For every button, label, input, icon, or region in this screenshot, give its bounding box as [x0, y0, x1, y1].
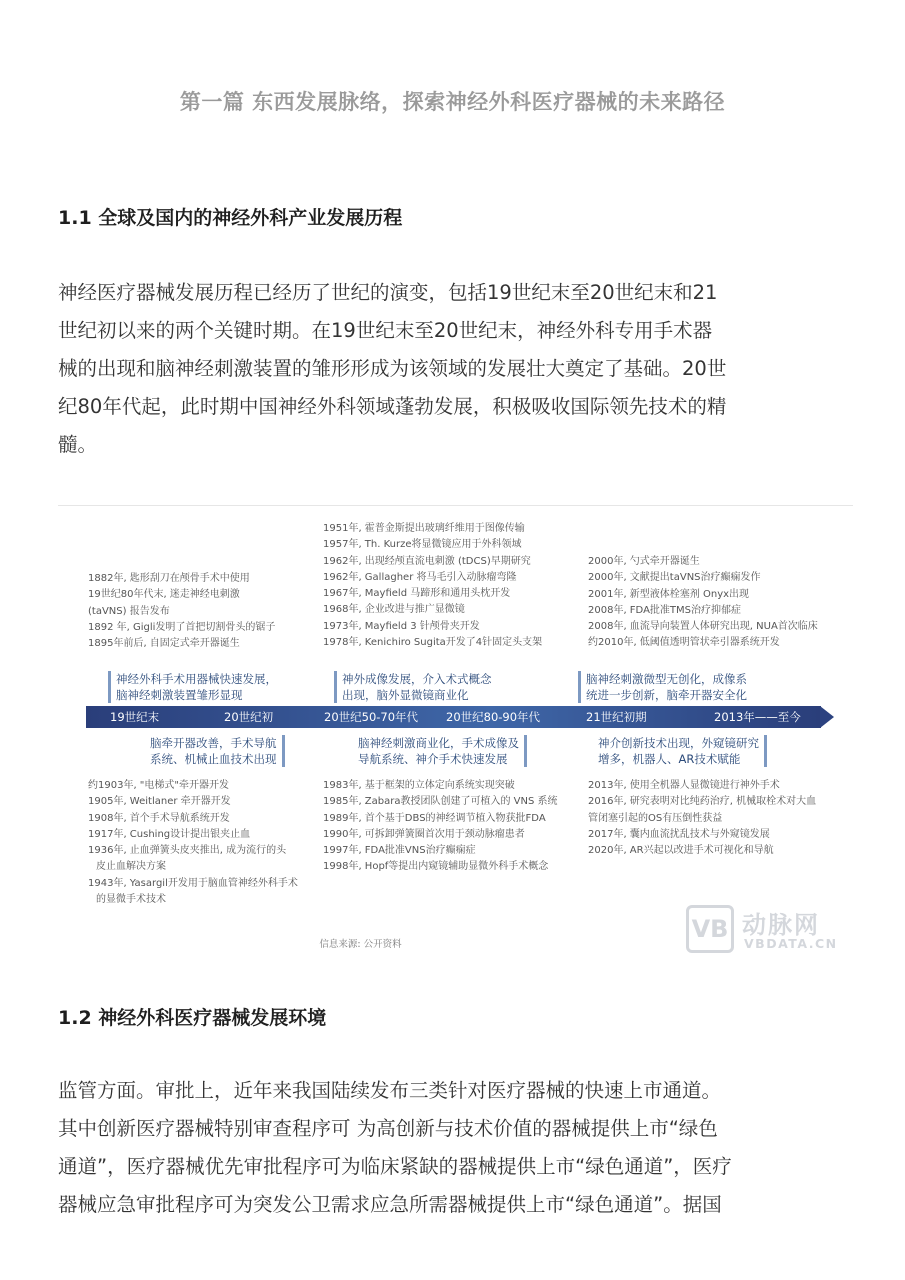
event-item: 1908年, 首个手术导航系统开发 — [88, 812, 230, 824]
event-item: 1998年, Hopf等提出内窥镜辅助显微外科手术概念 — [323, 861, 549, 873]
event-item: 1968年, 企业改进与推广显微镜 — [323, 604, 465, 616]
timeline-label: 19世纪末 — [110, 710, 160, 724]
event-item: 1985年, Zabara教授团队创建了可植入的 VNS 系统 — [323, 796, 558, 808]
event-item: 2020年, AR兴起以改进手术可视化和导航 — [588, 845, 774, 857]
paragraph-line: 通道”，医疗器械优先审批程序可为临床紧缺的器械提供上市“绿色通道”，医疗 — [58, 1155, 732, 1178]
event-item: 1882年, 匙形刮刀在颅骨手术中使用 — [88, 573, 250, 584]
callout-19th-century: 神经外科手术用器械快速发展， 脑神经刺激装置雏形显现 — [108, 671, 277, 703]
event-item: 1962年, Gallagher 将马毛引入动脉瘤弯隆 — [323, 571, 517, 583]
event-item: 2000年, 勺式牵开器诞生 — [588, 556, 700, 567]
paragraph-line: 监管方面。审批上，近年来我国陆续发布三类针对医疗器械的快速上市通道。 — [58, 1079, 722, 1102]
event-item: 的显微手术技术 — [96, 894, 166, 906]
logo-english-text: VBDATA.CN — [744, 936, 838, 951]
events-top-1950s-1970s — [323, 521, 542, 651]
paragraph-line: 纪80年代起，此时期中国神经外科领域蓬勃发展，积极吸收国际领先技术的精 — [58, 395, 727, 418]
event-item: 1990年, 可拆卸弹簧圈首次用于颈动脉瘤患者 — [323, 828, 525, 840]
event-item: 1997年, FDA批准VNS治疗癫痫症 — [323, 845, 476, 857]
event-item: 2013年, 使用全机器人显微镜进行神外手术 — [588, 780, 780, 791]
vb-logo-icon: VB — [686, 905, 734, 953]
events-bottom-2013-present — [588, 778, 816, 859]
timeline-label: 20世纪初 — [224, 710, 274, 724]
event-item: 约2010年, 低阈值透明管状牵引器系统开发 — [588, 637, 780, 649]
event-item: 约1903年, "电梯式"牵开器开发 — [88, 780, 230, 791]
section-title-1: 1.1 全球及国内的神经外科产业发展历程 — [58, 207, 403, 229]
timeline-label: 21世纪初期 — [586, 710, 647, 724]
paragraph-line: 其中创新医疗器械特别审查程序可 为高创新与技术价值的器械提供上市“绿色 — [58, 1117, 718, 1140]
event-item: 1957年, Th. Kurze将显微镜应用于外科领域 — [323, 539, 522, 551]
event-item: 1951年, 霍普金斯提出玻璃纤维用于图像传输 — [323, 523, 525, 534]
event-item: 2008年, FDA批准TMS治疗抑郁症 — [588, 604, 742, 616]
section1-paragraph — [58, 274, 858, 464]
event-item: 1943年, Yasargil开发用于脑血管神经外科手术 — [88, 877, 298, 889]
figure-source: 信息来源: 公开资料 — [319, 939, 402, 950]
paragraph-line: 神经医疗器械发展历程已经历了世纪的演变，包括19世纪末至20世纪末和21 — [58, 281, 718, 304]
event-item: (taVNS) 报告发布 — [88, 605, 170, 617]
events-bottom-1980s-1990s — [323, 778, 558, 876]
section2-paragraph — [58, 1072, 858, 1224]
event-item: 1905年, Weitlaner 牵开器开发 — [88, 796, 231, 808]
event-item: 1983年, 基于框架的立体定向系统实现突破 — [323, 780, 515, 791]
event-item: 2001年, 新型液体栓塞剂 Onyx出现 — [588, 588, 750, 600]
figure-divider — [58, 505, 853, 506]
event-item: 19世纪80年代末, 迷走神经电刺激 — [88, 589, 240, 601]
logo-chinese-text: 动脉网 — [742, 911, 820, 939]
events-top-19th-early20th — [88, 571, 275, 652]
event-item: 管闭塞引起的OS有压倒性获益 — [588, 812, 723, 824]
chapter-title: 第一篇 东西发展脉络，探索神经外科医疗器械的未来路径 — [179, 90, 726, 114]
timeline-arrow-icon — [820, 706, 834, 728]
event-item: 1978年, Kenichiro Sugita开发了4针固定头支架 — [323, 637, 543, 649]
events-top-21st-century — [588, 554, 818, 652]
event-item: 1917年, Cushing设计提出银夹止血 — [88, 828, 251, 840]
event-item: 2000年, 文献提出taVNS治疗癫痫发作 — [588, 572, 761, 584]
event-item: 1895年前后, 自固定式牵开器诞生 — [88, 638, 240, 650]
vbdata-logo — [686, 905, 856, 957]
event-item: 1973年, Mayfield 3 针颅骨夹开发 — [323, 620, 480, 632]
event-item: 2008年, 血流导向装置人体研究出现, NUA首次临床 — [588, 621, 818, 633]
event-item: 2017年, 囊内血流扰乱技术与外窥镜发展 — [588, 828, 770, 840]
section-title-2: 1.2 神经外科医疗器械发展环境 — [58, 1007, 327, 1029]
event-item: 1892 年, Gigli发明了首把切割骨头的锯子 — [88, 621, 276, 633]
callout-2013-present: 神介创新技术出现，外窥镜研究 增多，机器人、AR技术赋能 — [598, 735, 767, 767]
timeline-label: 20世纪80-90年代 — [446, 710, 541, 724]
event-item: 1989年, 首个基于DBS的神经调节植入物获批FDA — [323, 812, 546, 824]
callout-early-20th-century: 脑牵开器改善，手术导航 系统、机械止血技术出现 — [150, 735, 285, 767]
paragraph-line: 械的出现和脑神经刺激装置的雏形形成为该领域的发展壮大奠定了基础。20世 — [58, 357, 727, 380]
callout-early-21st-century: 脑神经刺激微型无创化，成像系 统进一步创新，脑牵开器安全化 — [578, 671, 747, 703]
timeline-label: 2013年——至今 — [714, 710, 801, 724]
event-item: 1967年, Mayfield 马蹄形和通用头枕开发 — [323, 588, 511, 600]
paragraph-line: 世纪初以来的两个关键时期。在19世纪末至20世纪末，神经外科专用手术器 — [58, 319, 713, 342]
events-bottom-early20th — [88, 778, 298, 908]
timeline-label: 20世纪50-70年代 — [324, 710, 419, 724]
event-item: 皮止血解决方案 — [96, 861, 166, 873]
paragraph-line: 器械应急审批程序可为突发公卫需求应急所需器械提供上市“绿色通道”。据国 — [58, 1193, 722, 1216]
event-item: 1936年, 止血弹簧头皮夹推出, 成为流行的头 — [88, 845, 287, 857]
callout-1950s-1970s: 神外成像发展，介入术式概念 出现，脑外显微镜商业化 — [334, 671, 492, 703]
event-item: 1962年, 出现经颅直流电刺激 (tDCS)早期研究 — [323, 555, 531, 567]
paragraph-line: 髓。 — [58, 433, 98, 456]
timeline-figure — [58, 505, 853, 960]
callout-1980s-1990s: 脑神经刺激商业化，手术成像及 导航系统、神介手术快速发展 — [358, 735, 527, 767]
event-item: 2016年, 研究表明对比纯药治疗, 机械取栓术对大血 — [588, 796, 817, 808]
